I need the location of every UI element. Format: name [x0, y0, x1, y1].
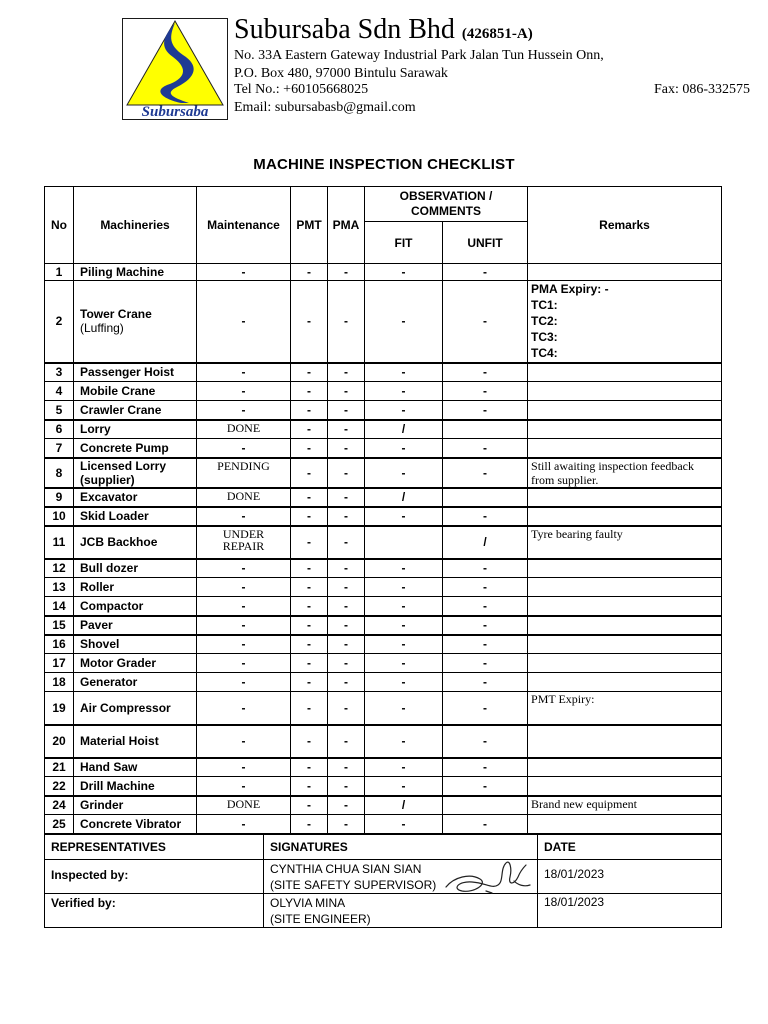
remarks-cell — [528, 815, 722, 834]
remarks-cell — [528, 758, 722, 777]
unfit-mark: - — [443, 281, 528, 363]
pmt-status: - — [291, 439, 328, 458]
pmt-status: - — [291, 458, 328, 488]
machine-name — [74, 526, 197, 559]
machine-name-subtext: (supplier) — [80, 472, 135, 487]
remarks-cell — [528, 420, 722, 439]
unfit-mark: - — [443, 777, 528, 796]
contact-line — [234, 81, 751, 99]
row-number: 19 — [45, 692, 74, 725]
fit-mark: - — [365, 597, 443, 616]
fit-mark: / — [365, 420, 443, 439]
table-row — [45, 635, 722, 654]
machine-name — [74, 401, 197, 420]
verified-by-label: Verified by: — [45, 894, 264, 928]
machine-name-text: Concrete Vibrator — [80, 817, 182, 831]
machine-name-text: Skid Loader — [80, 509, 149, 523]
row-number: 18 — [45, 673, 74, 692]
inspector-name: CYNTHIA CHUA SIAN SIAN — [270, 862, 422, 876]
remarks-cell — [528, 777, 722, 796]
pmt-status: - — [291, 526, 328, 559]
remarks-cell — [528, 382, 722, 401]
maintenance-status: - — [197, 281, 291, 363]
maintenance-status: - — [197, 401, 291, 420]
machine-name-text: Piling Machine — [80, 265, 165, 279]
unfit-mark: - — [443, 616, 528, 635]
signoff-header-date: DATE — [538, 835, 722, 860]
fit-mark: - — [365, 507, 443, 526]
pma-status: - — [328, 281, 365, 363]
remarks-line: TC2: — [531, 314, 558, 328]
row-number: 4 — [45, 382, 74, 401]
machine-name-text: Passenger Hoist — [80, 365, 175, 380]
table-row — [45, 777, 722, 796]
maintenance-status: - — [197, 507, 291, 526]
remarks-cell: Tyre bearing faulty — [528, 526, 722, 559]
inspected-date: 18/01/2023 — [538, 860, 722, 894]
remarks-cell — [528, 439, 722, 458]
remarks-line: PMA Expiry: - — [531, 282, 609, 296]
maintenance-status: - — [197, 616, 291, 635]
company-registration: (426851-A) — [461, 26, 533, 42]
remarks-line: TC1: — [531, 298, 558, 312]
fax-number: Fax: 086-332575 — [654, 82, 751, 97]
pma-status: - — [328, 526, 365, 559]
remarks-cell: PMT Expiry: — [528, 692, 722, 725]
unfit-mark: - — [443, 725, 528, 758]
table-row — [45, 382, 722, 401]
machine-name-subtext: (Luffing) — [80, 321, 124, 336]
pmt-status: - — [291, 725, 328, 758]
machine-name-text: Paver — [80, 618, 113, 632]
machine-name — [74, 507, 197, 526]
fit-mark: - — [365, 559, 443, 578]
unfit-mark: - — [443, 758, 528, 777]
inspection-table — [44, 186, 722, 834]
remarks-line: TC4: — [531, 346, 558, 360]
row-number: 16 — [45, 635, 74, 654]
fit-mark: - — [365, 777, 443, 796]
table-row — [45, 815, 722, 834]
machine-name-text: Bull dozer — [80, 561, 139, 576]
row-number: 2 — [45, 281, 74, 363]
machine-name-text: Grinder — [80, 798, 124, 813]
row-number: 15 — [45, 616, 74, 635]
machine-name — [74, 597, 197, 616]
signoff-header-signatures: SIGNATURES — [264, 835, 538, 860]
machine-name — [74, 382, 197, 401]
table-row — [45, 616, 722, 635]
logo-text: Subursaba — [141, 104, 209, 119]
verifier-role: (SITE ENGINEER) — [270, 912, 371, 926]
machine-name-text: Generator — [80, 675, 138, 689]
header-maintenance: Maintenance — [197, 187, 291, 264]
row-number: 12 — [45, 559, 74, 578]
remarks-cell — [528, 597, 722, 616]
maintenance-status: DONE — [197, 796, 291, 815]
unfit-mark: - — [443, 382, 528, 401]
fit-mark: - — [365, 692, 443, 725]
company-logo — [122, 18, 228, 120]
unfit-mark — [443, 420, 528, 439]
row-number: 14 — [45, 597, 74, 616]
machine-name — [74, 673, 197, 692]
table-row — [45, 526, 722, 559]
document-title: MACHINE INSPECTION CHECKLIST — [253, 156, 515, 173]
row-number: 17 — [45, 654, 74, 673]
verifier-name: OLYVIA MINA — [270, 896, 346, 910]
remarks-cell — [528, 559, 722, 578]
machine-name — [74, 488, 197, 507]
pmt-status: - — [291, 420, 328, 439]
maintenance-status: - — [197, 777, 291, 796]
unfit-mark — [443, 488, 528, 507]
table-row — [45, 597, 722, 616]
fit-mark: - — [365, 654, 443, 673]
pma-status: - — [328, 578, 365, 597]
machine-name-text: Shovel — [80, 637, 120, 652]
machine-name — [74, 692, 197, 725]
table-row — [45, 264, 722, 281]
pmt-status: - — [291, 363, 328, 382]
row-number: 10 — [45, 507, 74, 526]
unfit-mark: - — [443, 673, 528, 692]
tel-number: Tel No.: +60105668025 — [234, 82, 369, 97]
table-row — [45, 692, 722, 725]
pma-status: - — [328, 507, 365, 526]
fit-mark: - — [365, 725, 443, 758]
unfit-mark: - — [443, 401, 528, 420]
remarks-cell — [528, 654, 722, 673]
pma-status: - — [328, 616, 365, 635]
header-observation: OBSERVATION / COMMENTS — [365, 187, 528, 222]
fit-mark: - — [365, 616, 443, 635]
pma-status: - — [328, 363, 365, 382]
table-row — [45, 439, 722, 458]
signoff-table — [44, 834, 722, 928]
pma-status: - — [328, 597, 365, 616]
row-number: 22 — [45, 777, 74, 796]
pmt-status: - — [291, 616, 328, 635]
remarks-cell — [528, 401, 722, 420]
table-row — [45, 488, 722, 507]
machine-name-text: Air Compressor — [80, 700, 171, 715]
machine-name — [74, 458, 197, 488]
pma-status: - — [328, 758, 365, 777]
row-number: 8 — [45, 458, 74, 488]
table-row — [45, 673, 722, 692]
pma-status: - — [328, 725, 365, 758]
table-row — [45, 654, 722, 673]
unfit-mark: - — [443, 439, 528, 458]
remarks-cell: Still awaiting inspection feedback from supplier. — [528, 458, 722, 488]
pmt-status: - — [291, 758, 328, 777]
unfit-mark: - — [443, 635, 528, 654]
unfit-mark: - — [443, 654, 528, 673]
maintenance-status: - — [197, 815, 291, 834]
fit-mark: - — [365, 458, 443, 488]
fit-mark: - — [365, 363, 443, 382]
header-machineries: Machineries — [74, 187, 197, 264]
maintenance-status: - — [197, 382, 291, 401]
machine-name-text: Tower Crane — [80, 307, 152, 322]
verified-date: 18/01/2023 — [538, 894, 722, 928]
company-name — [234, 12, 533, 52]
pmt-status: - — [291, 264, 328, 281]
table-row — [45, 420, 722, 439]
fit-mark: - — [365, 382, 443, 401]
pma-status: - — [328, 382, 365, 401]
pmt-status: - — [291, 281, 328, 363]
pma-status: - — [328, 673, 365, 692]
remarks-cell: Brand new equipment — [528, 796, 722, 815]
machine-name — [74, 654, 197, 673]
pmt-status: - — [291, 488, 328, 507]
table-row — [45, 559, 722, 578]
remarks-cell — [528, 725, 722, 758]
fit-mark: / — [365, 796, 443, 815]
signoff-header-representatives: REPRESENTATIVES — [45, 835, 264, 860]
maintenance-status: - — [197, 578, 291, 597]
fit-mark: - — [365, 578, 443, 597]
pma-status: - — [328, 796, 365, 815]
pma-status: - — [328, 420, 365, 439]
unfit-mark: - — [443, 264, 528, 281]
maintenance-status: - — [197, 758, 291, 777]
machine-name — [74, 777, 197, 796]
machine-name-text: Material Hoist — [80, 734, 159, 748]
pma-status: - — [328, 264, 365, 281]
inspector-signature — [440, 855, 535, 897]
pmt-status: - — [291, 796, 328, 815]
header-no: No — [45, 187, 74, 264]
fit-mark: - — [365, 635, 443, 654]
unfit-mark: / — [443, 526, 528, 559]
fit-mark: - — [365, 401, 443, 420]
remarks-line: TC3: — [531, 330, 558, 344]
pmt-status: - — [291, 635, 328, 654]
header-remarks: Remarks — [528, 187, 722, 264]
fit-mark: - — [365, 673, 443, 692]
remarks-cell — [528, 578, 722, 597]
pma-status: - — [328, 777, 365, 796]
table-row — [45, 401, 722, 420]
header-pma: PMA — [328, 187, 365, 264]
pmt-status: - — [291, 815, 328, 834]
pmt-status: - — [291, 578, 328, 597]
table-row — [45, 363, 722, 382]
company-name-text: Subursaba Sdn Bhd — [234, 14, 455, 45]
machine-name — [74, 420, 197, 439]
maintenance-status: - — [197, 692, 291, 725]
row-number: 24 — [45, 796, 74, 815]
machine-name-text: Lorry — [80, 422, 111, 437]
machine-name-text: Concrete Pump — [80, 440, 169, 455]
table-row — [45, 578, 722, 597]
machine-name-text: Compactor — [80, 598, 144, 613]
table-row — [45, 796, 722, 815]
maintenance-status: DONE — [197, 420, 291, 439]
unfit-mark: - — [443, 815, 528, 834]
table-row — [45, 281, 722, 363]
remarks-cell — [528, 363, 722, 382]
pmt-status: - — [291, 597, 328, 616]
table-row — [45, 458, 722, 488]
maintenance-status: - — [197, 363, 291, 382]
maintenance-status: DONE — [197, 488, 291, 507]
maintenance-status: PENDING — [197, 458, 291, 488]
pmt-status: - — [291, 692, 328, 725]
row-number: 7 — [45, 439, 74, 458]
maintenance-status: - — [197, 673, 291, 692]
remarks-cell — [528, 281, 722, 363]
unfit-mark: - — [443, 692, 528, 725]
row-number: 5 — [45, 401, 74, 420]
pmt-status: - — [291, 654, 328, 673]
row-number: 11 — [45, 526, 74, 559]
machine-name-text: Mobile Crane — [80, 384, 156, 398]
address-line-1: No. 33A Eastern Gateway Industrial Park Jalan Tun Hussein Onn, — [234, 48, 604, 63]
machine-name — [74, 363, 197, 382]
row-number: 13 — [45, 578, 74, 597]
unfit-mark: - — [443, 578, 528, 597]
pmt-status: - — [291, 507, 328, 526]
maintenance-status: - — [197, 264, 291, 281]
machine-name — [74, 796, 197, 815]
header-fit: FIT — [365, 222, 443, 264]
machine-name — [74, 281, 197, 363]
pma-status: - — [328, 401, 365, 420]
pma-status: - — [328, 488, 365, 507]
unfit-mark: - — [443, 363, 528, 382]
machine-name-text: Hand Saw — [80, 760, 138, 775]
remarks-cell — [528, 488, 722, 507]
unfit-mark: - — [443, 559, 528, 578]
maintenance-status: - — [197, 597, 291, 616]
machine-name-text: Crawler Crane — [80, 402, 162, 417]
pmt-status: - — [291, 401, 328, 420]
fit-mark: / — [365, 488, 443, 507]
remarks-cell — [528, 673, 722, 692]
pma-status: - — [328, 815, 365, 834]
row-number: 3 — [45, 363, 74, 382]
pmt-status: - — [291, 382, 328, 401]
machine-name-text: Licensed Lorry — [80, 458, 167, 473]
machine-name — [74, 616, 197, 635]
machine-name — [74, 439, 197, 458]
row-number: 6 — [45, 420, 74, 439]
machine-name-text: Motor Grader — [80, 656, 157, 670]
unfit-mark: - — [443, 597, 528, 616]
table-row — [45, 725, 722, 758]
email-line: Email: subursаbasb@gmail.com — [234, 100, 416, 115]
fit-mark — [365, 526, 443, 559]
remarks-cell — [528, 635, 722, 654]
row-number: 20 — [45, 725, 74, 758]
table-row — [45, 758, 722, 777]
pma-status: - — [328, 692, 365, 725]
inspected-by-label: Inspected by: — [45, 860, 264, 894]
maintenance-status: - — [197, 725, 291, 758]
pma-status: - — [328, 635, 365, 654]
fit-mark: - — [365, 264, 443, 281]
header-unfit: UNFIT — [443, 222, 528, 264]
inspector-role: (SITE SAFETY SUPERVISOR) — [270, 878, 437, 892]
unfit-mark: - — [443, 458, 528, 488]
machine-name-text: Roller — [80, 580, 115, 594]
maintenance-status: - — [197, 439, 291, 458]
machine-name-text: Excavator — [80, 490, 138, 504]
table-row — [45, 507, 722, 526]
header-pmt: PMT — [291, 187, 328, 264]
fit-mark: - — [365, 439, 443, 458]
pmt-status: - — [291, 559, 328, 578]
fit-mark: - — [365, 815, 443, 834]
row-number: 1 — [45, 264, 74, 281]
maintenance-status: UNDER REPAIR — [197, 526, 291, 559]
row-number: 21 — [45, 758, 74, 777]
machine-name — [74, 578, 197, 597]
pmt-status: - — [291, 673, 328, 692]
fit-mark: - — [365, 281, 443, 363]
remarks-cell — [528, 264, 722, 281]
maintenance-status: - — [197, 635, 291, 654]
row-number: 9 — [45, 488, 74, 507]
remarks-cell — [528, 507, 722, 526]
unfit-mark — [443, 796, 528, 815]
machine-name-text: Drill Machine — [80, 778, 155, 793]
address-line-2: P.O. Box 480, 97000 Bintulu Sarawak — [234, 66, 448, 81]
machine-name-text: JCB Backhoe — [80, 535, 158, 549]
maintenance-status: - — [197, 654, 291, 673]
machine-name — [74, 725, 197, 758]
machine-name — [74, 559, 197, 578]
pma-status: - — [328, 439, 365, 458]
fit-mark: - — [365, 758, 443, 777]
machine-name — [74, 635, 197, 654]
machine-name — [74, 264, 197, 281]
machine-name — [74, 758, 197, 777]
pma-status: - — [328, 559, 365, 578]
pma-status: - — [328, 654, 365, 673]
machine-name — [74, 815, 197, 834]
remarks-cell — [528, 616, 722, 635]
row-number: 25 — [45, 815, 74, 834]
maintenance-status: - — [197, 559, 291, 578]
pma-status: - — [328, 458, 365, 488]
pmt-status: - — [291, 777, 328, 796]
verifier-cell — [264, 894, 538, 928]
unfit-mark: - — [443, 507, 528, 526]
